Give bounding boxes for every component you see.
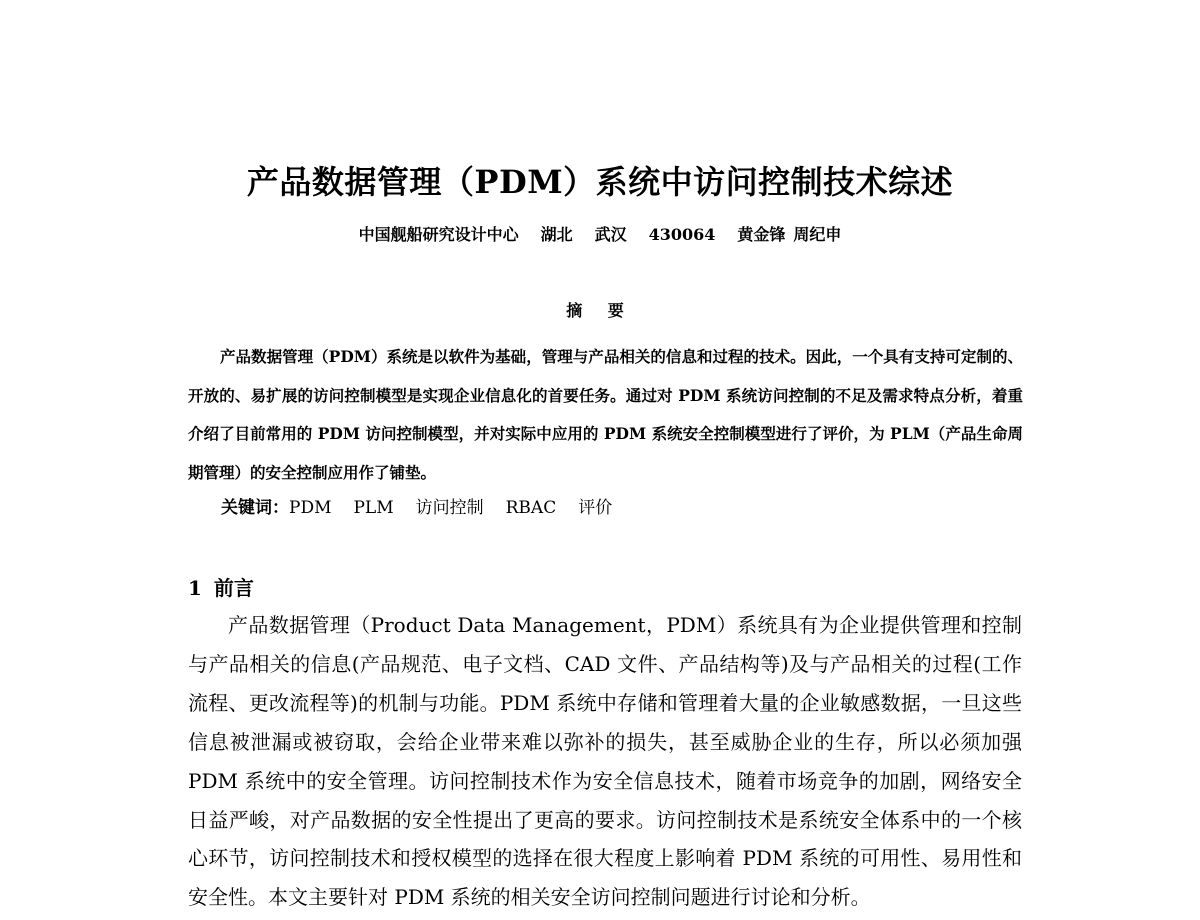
- section-paragraph: 产品数据管理（Product Data Management，PDM）系统具有为企业提供管理和控制与产品相关的信息(产品规范、电子文档、CAD 文件、产品结构等)及与产品相关的过程(工作流程、更改流程等)的机制与功能。PDM 系统中存储和管理着大量的企业敏感数据，一旦这些信息被泄漏或被窃取，会给企业带来难以弥补的损失，甚至威胁企业的生存，所以必须加强 PDM 系统中的安全管理。访问控制技术作为安全信息技术，随着市场竞争的加剧，网络安全日益严峻，对产品数据的安全性提出了更高的要求。访问控制技术是系统安全体系中的一个核心环节，访问控制技术和授权模型的选择在很大程度上影响着 PDM 系统的可用性、易用性和安全性。本文主要针对 PDM 系统的相关安全访问控制问题进行讨论和分析。: [188, 613, 1022, 910]
- abstract-heading: 摘 要: [566, 301, 634, 320]
- author-name: 黄金锋: [737, 225, 786, 244]
- paper-title: 产品数据管理（PDM）系统中访问控制技术综述: [246, 163, 954, 201]
- keywords-label: 关键词：: [221, 498, 289, 518]
- keyword: PLM: [353, 498, 394, 518]
- abstract-text: 产品数据管理（PDM）系统是以软件为基础，管理与产品相关的信息和过程的技术。因此，一个具有支持可定制的、开放的、易扩展的访问控制模型是实现企业信息化的首要任务。通过对 PDM 系统访问控制的不足及需求特点分析，着重介绍了目前常用的 PDM 访问控制模型，并对实际中应用的 PDM 系统安全控制模型进行了评价，为 PLM（产品生命周期管理）的安全控制应用作了铺垫。: [188, 347, 1023, 483]
- keyword: 评价: [578, 498, 613, 518]
- postcode: 430064: [648, 225, 716, 244]
- city-name: 武汉: [594, 225, 627, 244]
- section-title: 前言: [213, 576, 254, 600]
- section-number: 1: [188, 576, 202, 600]
- keywords-line: [221, 493, 634, 523]
- keyword: PDM: [289, 498, 332, 518]
- keyword: 访问控制: [415, 498, 484, 518]
- institute-name: 中国舰船研究设计中心: [358, 225, 519, 244]
- section-heading: [188, 572, 254, 604]
- author-affiliation: [0, 222, 1200, 248]
- author-name: 周纪申: [793, 225, 842, 244]
- province-name: 湖北: [540, 225, 573, 244]
- keyword: RBAC: [505, 498, 557, 518]
